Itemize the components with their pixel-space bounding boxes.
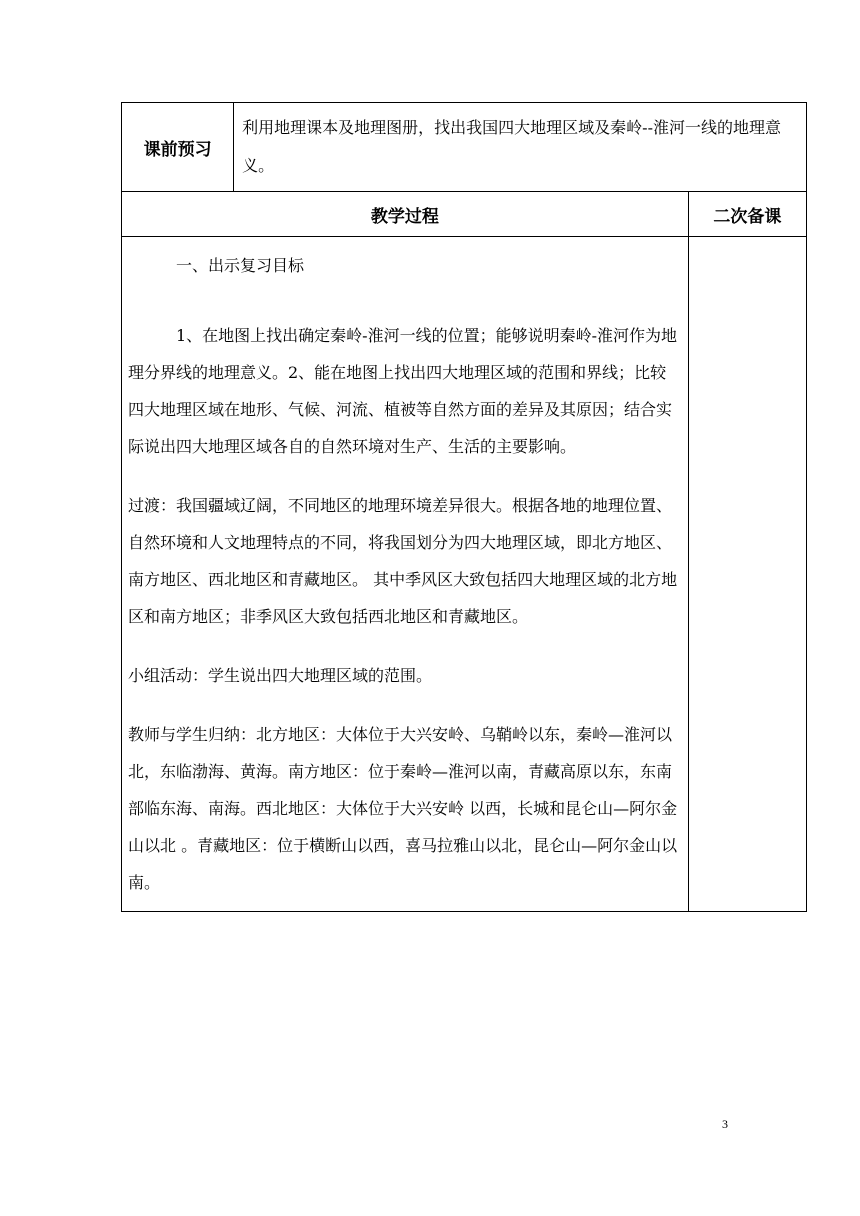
page-number: 3 xyxy=(722,1117,728,1131)
preview-label: 课前预习 xyxy=(122,103,234,192)
preview-text: 利用地理课本及地理图册，找出我国四大地理区域及秦岭--淮河一线的地理意义。 xyxy=(234,103,807,192)
teaching-process-content xyxy=(122,237,689,912)
objectives-heading: 一、出示复习目标 xyxy=(176,256,305,275)
objectives-text: 1、在地图上找出确定秦岭-淮河一线的位置；能够说明秦岭-淮河作为地理分界线的地理意义。2、能在地图上找出四大地理区域的范围和界线；比较四大地理区域在地形、气候、河流、植被等自然方面的差异及其原因；结合实际说出四大地理区域各自的自然环境对生产、生活的主要影响。 xyxy=(128,326,677,456)
group-activity-paragraph: 小组活动：学生说出四大地理区域的范围。 xyxy=(128,666,433,685)
secondary-prep-cell xyxy=(688,237,806,912)
transition-paragraph: 过渡：我国疆域辽阔，不同地区的地理环境差异很大。根据各地的地理位置、自然环境和人文地理特点的不同，将我国划分为四大地理区域，即北方地区、南方地区、西北地区和青藏地区。 其中季风区大致包括四大地理区域的北方地区和南方地区；非季风区大致包括西北地区和青藏地区。 xyxy=(128,496,678,626)
header-row xyxy=(122,192,807,237)
header-teaching-process: 教学过程 xyxy=(122,192,689,237)
summary-paragraph: 教师与学生归纳：北方地区：大体位于大兴安岭、乌鞘岭以东，秦岭—淮河以北，东临渤海、黄海。南方地区：位于秦岭—淮河以南，青藏高原以东，东南部临东海、南海。西北地区：大体位于大兴安岭 以西，长城和昆仑山—阿尔金山以北 。青藏地区：位于横断山以西，喜马拉雅山以北，昆仑山—阿尔金山以南。 xyxy=(128,725,678,892)
lesson-plan-table xyxy=(121,102,807,912)
header-secondary-prep: 二次备课 xyxy=(688,192,806,237)
preview-row xyxy=(122,103,807,192)
body-row xyxy=(122,237,807,912)
